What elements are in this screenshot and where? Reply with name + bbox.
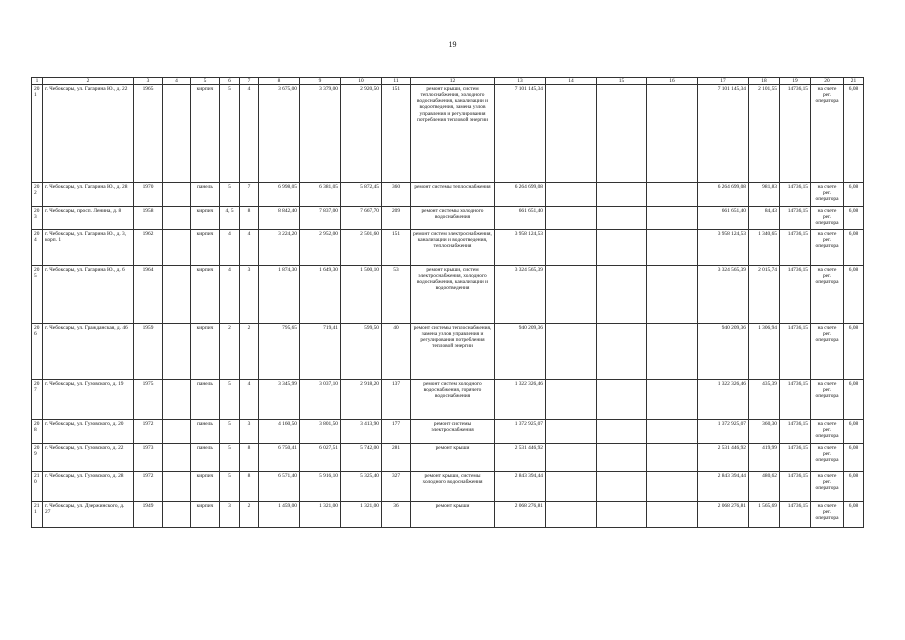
column-number: 1 bbox=[32, 78, 43, 85]
fund-cost-cell: 2 068 276,81 bbox=[698, 502, 749, 528]
year-built-cell: 1959 bbox=[134, 324, 163, 380]
empty-cell bbox=[163, 207, 191, 230]
total-cost-cell: 2 843 394,44 bbox=[495, 472, 546, 502]
residential-area-cell: 5 916,10 bbox=[300, 472, 341, 502]
work-type-cell: ремонт системы теплоснабжения, замена узлов управления и регулирования потребления тепловой энергии bbox=[411, 324, 495, 380]
total-cost-cell: 1 372 925,07 bbox=[495, 420, 546, 444]
total-cost-cell: 1 322 326,46 bbox=[495, 380, 546, 420]
unit-cost-cell: 1 306,94 bbox=[749, 324, 780, 380]
limit-cost-cell: 14736,15 bbox=[780, 324, 811, 380]
column-number: 15 bbox=[597, 78, 647, 85]
year-built-cell: 1949 bbox=[134, 502, 163, 528]
unit-cost-cell: 1 565,69 bbox=[749, 502, 780, 528]
residents-cell: 40 bbox=[382, 324, 411, 380]
term-cell: 6,08 bbox=[844, 324, 864, 380]
term-cell: 6,08 bbox=[844, 380, 864, 420]
limit-cost-cell: 14736,15 bbox=[780, 444, 811, 472]
address-cell: г. Чебоксары, просп. Ленина, д. 8 bbox=[43, 207, 134, 230]
private-area-cell: 5 872,45 bbox=[341, 183, 382, 207]
total-area-cell: 6 998,05 bbox=[259, 183, 300, 207]
column-number: 20 bbox=[811, 78, 844, 85]
column-number: 21 bbox=[844, 78, 864, 85]
year-built-cell: 1973 bbox=[134, 444, 163, 472]
row-number: 209 bbox=[32, 444, 43, 472]
unit-cost-cell: 1 340,65 bbox=[749, 230, 780, 266]
column-number: 3 bbox=[134, 78, 163, 85]
floors-cell: 3 bbox=[220, 502, 240, 528]
empty-cell bbox=[163, 324, 191, 380]
residents-cell: 53 bbox=[382, 266, 411, 324]
residents-cell: 209 bbox=[382, 207, 411, 230]
floors-cell: 2 bbox=[220, 324, 240, 380]
fund-cost-cell: 1 322 326,46 bbox=[698, 380, 749, 420]
work-type-cell: ремонт системы электроснабжения bbox=[411, 420, 495, 444]
work-type-cell: ремонт крыши bbox=[411, 444, 495, 472]
year-built-cell: 1970 bbox=[134, 183, 163, 207]
total-cost-cell: 940 209,36 bbox=[495, 324, 546, 380]
address-cell: г. Чебоксары, ул. Дзержинского, д. 27 bbox=[43, 502, 134, 528]
total-area-cell: 1 459,00 bbox=[259, 502, 300, 528]
entrances-cell: 4 bbox=[240, 230, 259, 266]
fund-method-cell: на счете рег. оператора bbox=[811, 266, 844, 324]
entrances-cell: 3 bbox=[240, 266, 259, 324]
floors-cell: 5 bbox=[220, 85, 240, 183]
column-number: 14 bbox=[546, 78, 597, 85]
column-number: 5 bbox=[191, 78, 220, 85]
row-number: 202 bbox=[32, 183, 43, 207]
row-number: 205 bbox=[32, 266, 43, 324]
total-area-cell: 8 842,40 bbox=[259, 207, 300, 230]
empty-cell bbox=[546, 230, 597, 266]
empty-cell bbox=[163, 380, 191, 420]
empty-cell bbox=[597, 472, 647, 502]
residential-area-cell: 6 381,05 bbox=[300, 183, 341, 207]
fund-cost-cell: 3 958 124,53 bbox=[698, 230, 749, 266]
year-built-cell: 1972 bbox=[134, 420, 163, 444]
private-area-cell: 7 667,70 bbox=[341, 207, 382, 230]
entrances-cell: 4 bbox=[240, 85, 259, 183]
table-row bbox=[32, 444, 864, 472]
address-cell: г. Чебоксары, ул. Гузовского, д. 19 bbox=[43, 380, 134, 420]
residential-area-cell: 1 321,00 bbox=[300, 502, 341, 528]
column-number: 17 bbox=[698, 78, 749, 85]
fund-cost-cell: 2 843 394,44 bbox=[698, 472, 749, 502]
fund-cost-cell: 661 651,40 bbox=[698, 207, 749, 230]
wall-material-cell: кирпич bbox=[191, 266, 220, 324]
empty-cell bbox=[647, 183, 698, 207]
residents-cell: 151 bbox=[382, 85, 411, 183]
residents-cell: 177 bbox=[382, 420, 411, 444]
residents-cell: 151 bbox=[382, 230, 411, 266]
table-row bbox=[32, 324, 864, 380]
limit-cost-cell: 14736,15 bbox=[780, 472, 811, 502]
empty-cell bbox=[163, 266, 191, 324]
table-row bbox=[32, 230, 864, 266]
private-area-cell: 1 500,10 bbox=[341, 266, 382, 324]
total-area-cell: 6 750,41 bbox=[259, 444, 300, 472]
fund-cost-cell: 1 372 925,07 bbox=[698, 420, 749, 444]
column-number: 6 bbox=[220, 78, 240, 85]
fund-cost-cell: 2 531 446,92 bbox=[698, 444, 749, 472]
address-cell: г. Чебоксары, ул. Гузовского, д. 22 bbox=[43, 444, 134, 472]
address-cell: г. Чебоксары, ул. Гузовского, д. 20 bbox=[43, 420, 134, 444]
row-number: 210 bbox=[32, 472, 43, 502]
fund-method-cell: на счете рег. оператора bbox=[811, 207, 844, 230]
term-cell: 6,08 bbox=[844, 444, 864, 472]
table-row bbox=[32, 472, 864, 502]
empty-cell bbox=[647, 324, 698, 380]
fund-cost-cell: 3 324 565,39 bbox=[698, 266, 749, 324]
fund-method-cell: на счете рег. оператора bbox=[811, 230, 844, 266]
empty-cell bbox=[647, 230, 698, 266]
total-area-cell: 795,65 bbox=[259, 324, 300, 380]
column-number: 12 bbox=[411, 78, 495, 85]
page-number: 19 bbox=[448, 40, 457, 49]
total-cost-cell: 661 651,40 bbox=[495, 207, 546, 230]
empty-cell bbox=[647, 380, 698, 420]
empty-cell bbox=[546, 502, 597, 528]
limit-cost-cell: 14736,15 bbox=[780, 183, 811, 207]
empty-cell bbox=[597, 207, 647, 230]
floors-cell: 5 bbox=[220, 183, 240, 207]
empty-cell bbox=[546, 183, 597, 207]
fund-cost-cell: 6 264 699,08 bbox=[698, 183, 749, 207]
total-area-cell: 3 345,99 bbox=[259, 380, 300, 420]
residential-area-cell: 7 837,00 bbox=[300, 207, 341, 230]
limit-cost-cell: 14736,15 bbox=[780, 230, 811, 266]
limit-cost-cell: 14736,15 bbox=[780, 207, 811, 230]
private-area-cell: 5 325,40 bbox=[341, 472, 382, 502]
fund-method-cell: на счете рег. оператора bbox=[811, 324, 844, 380]
work-type-cell: ремонт крыши, систем теплоснабжения, холодного водоснабжения, канализации и водоотведения, замена узлов управления и регулирования потребления тепловой энергии bbox=[411, 85, 495, 183]
row-number: 207 bbox=[32, 380, 43, 420]
term-cell: 6,08 bbox=[844, 183, 864, 207]
residents-cell: 360 bbox=[382, 183, 411, 207]
wall-material-cell: кирпич bbox=[191, 324, 220, 380]
total-cost-cell: 2 068 276,81 bbox=[495, 502, 546, 528]
column-number: 2 bbox=[43, 78, 134, 85]
empty-cell bbox=[597, 183, 647, 207]
wall-material-cell: панель bbox=[191, 380, 220, 420]
private-area-cell: 2 920,50 bbox=[341, 85, 382, 183]
total-cost-cell: 3 958 124,53 bbox=[495, 230, 546, 266]
total-cost-cell: 2 531 446,92 bbox=[495, 444, 546, 472]
residential-area-cell: 3 037,10 bbox=[300, 380, 341, 420]
residents-cell: 137 bbox=[382, 380, 411, 420]
limit-cost-cell: 14736,15 bbox=[780, 502, 811, 528]
total-cost-cell: 7 101 145,34 bbox=[495, 85, 546, 183]
entrances-cell: 4 bbox=[240, 380, 259, 420]
term-cell: 6,08 bbox=[844, 266, 864, 324]
empty-cell bbox=[597, 502, 647, 528]
floors-cell: 4 bbox=[220, 230, 240, 266]
work-type-cell: ремонт систем электроснабжения, канализации и водоотведения, теплоснабжения bbox=[411, 230, 495, 266]
work-type-cell: ремонт крыши, систем электроснабжения, холодного водоснабжения, канализации и водоотведения bbox=[411, 266, 495, 324]
empty-cell bbox=[546, 380, 597, 420]
empty-cell bbox=[597, 230, 647, 266]
term-cell: 6,08 bbox=[844, 472, 864, 502]
empty-cell bbox=[163, 183, 191, 207]
fund-method-cell: на счете рег. оператора bbox=[811, 85, 844, 183]
residents-cell: 327 bbox=[382, 472, 411, 502]
floors-cell: 5 bbox=[220, 444, 240, 472]
column-number: 10 bbox=[341, 78, 382, 85]
row-number: 201 bbox=[32, 85, 43, 183]
work-type-cell: ремонт систем холодного водоснабжения, горячего водоснабжения bbox=[411, 380, 495, 420]
private-area-cell: 1 321,00 bbox=[341, 502, 382, 528]
column-number: 11 bbox=[382, 78, 411, 85]
column-number: 4 bbox=[163, 78, 191, 85]
entrances-cell: 3 bbox=[240, 420, 259, 444]
empty-cell bbox=[546, 324, 597, 380]
empty-cell bbox=[163, 230, 191, 266]
fund-method-cell: на счете рег. оператора bbox=[811, 502, 844, 528]
unit-cost-cell: 419,99 bbox=[749, 444, 780, 472]
wall-material-cell: кирпич bbox=[191, 230, 220, 266]
table-row bbox=[32, 183, 864, 207]
column-number: 8 bbox=[259, 78, 300, 85]
private-area-cell: 2 918,20 bbox=[341, 380, 382, 420]
limit-cost-cell: 14736,15 bbox=[780, 85, 811, 183]
private-area-cell: 3 413,90 bbox=[341, 420, 382, 444]
empty-cell bbox=[597, 324, 647, 380]
residential-area-cell: 3 801,50 bbox=[300, 420, 341, 444]
column-number: 18 bbox=[749, 78, 780, 85]
term-cell: 6,08 bbox=[844, 85, 864, 183]
empty-cell bbox=[163, 444, 191, 472]
empty-cell bbox=[163, 85, 191, 183]
empty-cell bbox=[597, 420, 647, 444]
empty-cell bbox=[647, 502, 698, 528]
empty-cell bbox=[597, 266, 647, 324]
empty-cell bbox=[163, 472, 191, 502]
year-built-cell: 1965 bbox=[134, 85, 163, 183]
empty-cell bbox=[597, 444, 647, 472]
column-number: 13 bbox=[495, 78, 546, 85]
floors-cell: 5 bbox=[220, 472, 240, 502]
housing-repair-table bbox=[31, 77, 864, 528]
term-cell: 6,08 bbox=[844, 230, 864, 266]
address-cell: г. Чебоксары, ул. Гузовского, д. 28 bbox=[43, 472, 134, 502]
total-area-cell: 3 675,00 bbox=[259, 85, 300, 183]
empty-cell bbox=[647, 207, 698, 230]
empty-cell bbox=[546, 266, 597, 324]
address-cell: г. Чебоксары, ул. Гагарина Ю., д. 22 bbox=[43, 85, 134, 183]
empty-cell bbox=[163, 420, 191, 444]
private-area-cell: 5 742,00 bbox=[341, 444, 382, 472]
term-cell: 6,08 bbox=[844, 420, 864, 444]
wall-material-cell: панель bbox=[191, 420, 220, 444]
empty-cell bbox=[546, 472, 597, 502]
year-built-cell: 1964 bbox=[134, 266, 163, 324]
entrances-cell: 8 bbox=[240, 472, 259, 502]
fund-method-cell: на счете рег. оператора bbox=[811, 444, 844, 472]
table-row bbox=[32, 207, 864, 230]
column-number-row bbox=[32, 78, 864, 85]
unit-cost-cell: 2 015,74 bbox=[749, 266, 780, 324]
floors-cell: 4 bbox=[220, 266, 240, 324]
limit-cost-cell: 14736,15 bbox=[780, 420, 811, 444]
total-area-cell: 1 874,30 bbox=[259, 266, 300, 324]
entrances-cell: 2 bbox=[240, 324, 259, 380]
row-number: 206 bbox=[32, 324, 43, 380]
entrances-cell: 2 bbox=[240, 502, 259, 528]
empty-cell bbox=[546, 207, 597, 230]
fund-method-cell: на счете рег. оператора bbox=[811, 420, 844, 444]
floors-cell: 4, 5 bbox=[220, 207, 240, 230]
limit-cost-cell: 14736,15 bbox=[780, 380, 811, 420]
row-number: 208 bbox=[32, 420, 43, 444]
address-cell: г. Чебоксары, ул. Гагарина Ю., д. 3, корп. 1 bbox=[43, 230, 134, 266]
total-cost-cell: 3 324 565,39 bbox=[495, 266, 546, 324]
total-area-cell: 3 224,20 bbox=[259, 230, 300, 266]
total-area-cell: 6 571,40 bbox=[259, 472, 300, 502]
empty-cell bbox=[597, 380, 647, 420]
year-built-cell: 1962 bbox=[134, 230, 163, 266]
total-area-cell: 4 160,50 bbox=[259, 420, 300, 444]
empty-cell bbox=[647, 444, 698, 472]
work-type-cell: ремонт системы холодного водоснабжения bbox=[411, 207, 495, 230]
private-area-cell: 599,50 bbox=[341, 324, 382, 380]
work-type-cell: ремонт системы теплоснабжения bbox=[411, 183, 495, 207]
fund-method-cell: на счете рег. оператора bbox=[811, 380, 844, 420]
wall-material-cell: панель bbox=[191, 444, 220, 472]
residents-cell: 36 bbox=[382, 502, 411, 528]
empty-cell bbox=[647, 85, 698, 183]
table-row bbox=[32, 380, 864, 420]
empty-cell bbox=[546, 444, 597, 472]
address-cell: г. Чебоксары, ул. Гражданская, д. 46 bbox=[43, 324, 134, 380]
limit-cost-cell: 14736,15 bbox=[780, 266, 811, 324]
total-cost-cell: 6 264 699,08 bbox=[495, 183, 546, 207]
wall-material-cell: кирпич bbox=[191, 207, 220, 230]
unit-cost-cell: 981,83 bbox=[749, 183, 780, 207]
entrances-cell: 8 bbox=[240, 444, 259, 472]
residential-area-cell: 2 952,00 bbox=[300, 230, 341, 266]
wall-material-cell: панель bbox=[191, 183, 220, 207]
empty-cell bbox=[597, 85, 647, 183]
unit-cost-cell: 84,43 bbox=[749, 207, 780, 230]
unit-cost-cell: 2 101,55 bbox=[749, 85, 780, 183]
address-cell: г. Чебоксары, ул. Гагарина Ю., д. 6 bbox=[43, 266, 134, 324]
year-built-cell: 1975 bbox=[134, 380, 163, 420]
residential-area-cell: 1 649,30 bbox=[300, 266, 341, 324]
column-number: 9 bbox=[300, 78, 341, 85]
table-row bbox=[32, 502, 864, 528]
address-cell: г. Чебоксары, ул. Гагарина Ю., д. 28 bbox=[43, 183, 134, 207]
residents-cell: 281 bbox=[382, 444, 411, 472]
empty-cell bbox=[647, 472, 698, 502]
residential-area-cell: 3 379,00 bbox=[300, 85, 341, 183]
entrances-cell: 7 bbox=[240, 183, 259, 207]
fund-method-cell: на счете рег. оператора bbox=[811, 472, 844, 502]
term-cell: 6,08 bbox=[844, 502, 864, 528]
floors-cell: 5 bbox=[220, 420, 240, 444]
wall-material-cell: кирпич bbox=[191, 502, 220, 528]
year-built-cell: 1972 bbox=[134, 472, 163, 502]
work-type-cell: ремонт крыши bbox=[411, 502, 495, 528]
empty-cell bbox=[163, 502, 191, 528]
work-type-cell: ремонт крыши, системы холодного водоснабжения bbox=[411, 472, 495, 502]
empty-cell bbox=[546, 420, 597, 444]
fund-cost-cell: 7 101 145,34 bbox=[698, 85, 749, 183]
fund-method-cell: на счете рег. оператора bbox=[811, 183, 844, 207]
wall-material-cell: кирпич bbox=[191, 472, 220, 502]
entrances-cell: 8 bbox=[240, 207, 259, 230]
table-row bbox=[32, 85, 864, 183]
fund-cost-cell: 940 209,36 bbox=[698, 324, 749, 380]
residential-area-cell: 719,41 bbox=[300, 324, 341, 380]
year-built-cell: 1958 bbox=[134, 207, 163, 230]
wall-material-cell: кирпич bbox=[191, 85, 220, 183]
floors-cell: 5 bbox=[220, 380, 240, 420]
unit-cost-cell: 480,62 bbox=[749, 472, 780, 502]
unit-cost-cell: 360,30 bbox=[749, 420, 780, 444]
column-number: 7 bbox=[240, 78, 259, 85]
empty-cell bbox=[546, 85, 597, 183]
residential-area-cell: 6 027,51 bbox=[300, 444, 341, 472]
column-number: 16 bbox=[647, 78, 698, 85]
row-number: 204 bbox=[32, 230, 43, 266]
empty-cell bbox=[647, 420, 698, 444]
table-row bbox=[32, 266, 864, 324]
row-number: 203 bbox=[32, 207, 43, 230]
empty-cell bbox=[647, 266, 698, 324]
table-row bbox=[32, 420, 864, 444]
column-number: 19 bbox=[780, 78, 811, 85]
unit-cost-cell: 435,39 bbox=[749, 380, 780, 420]
private-area-cell: 2 501,60 bbox=[341, 230, 382, 266]
row-number: 211 bbox=[32, 502, 43, 528]
term-cell: 6,08 bbox=[844, 207, 864, 230]
